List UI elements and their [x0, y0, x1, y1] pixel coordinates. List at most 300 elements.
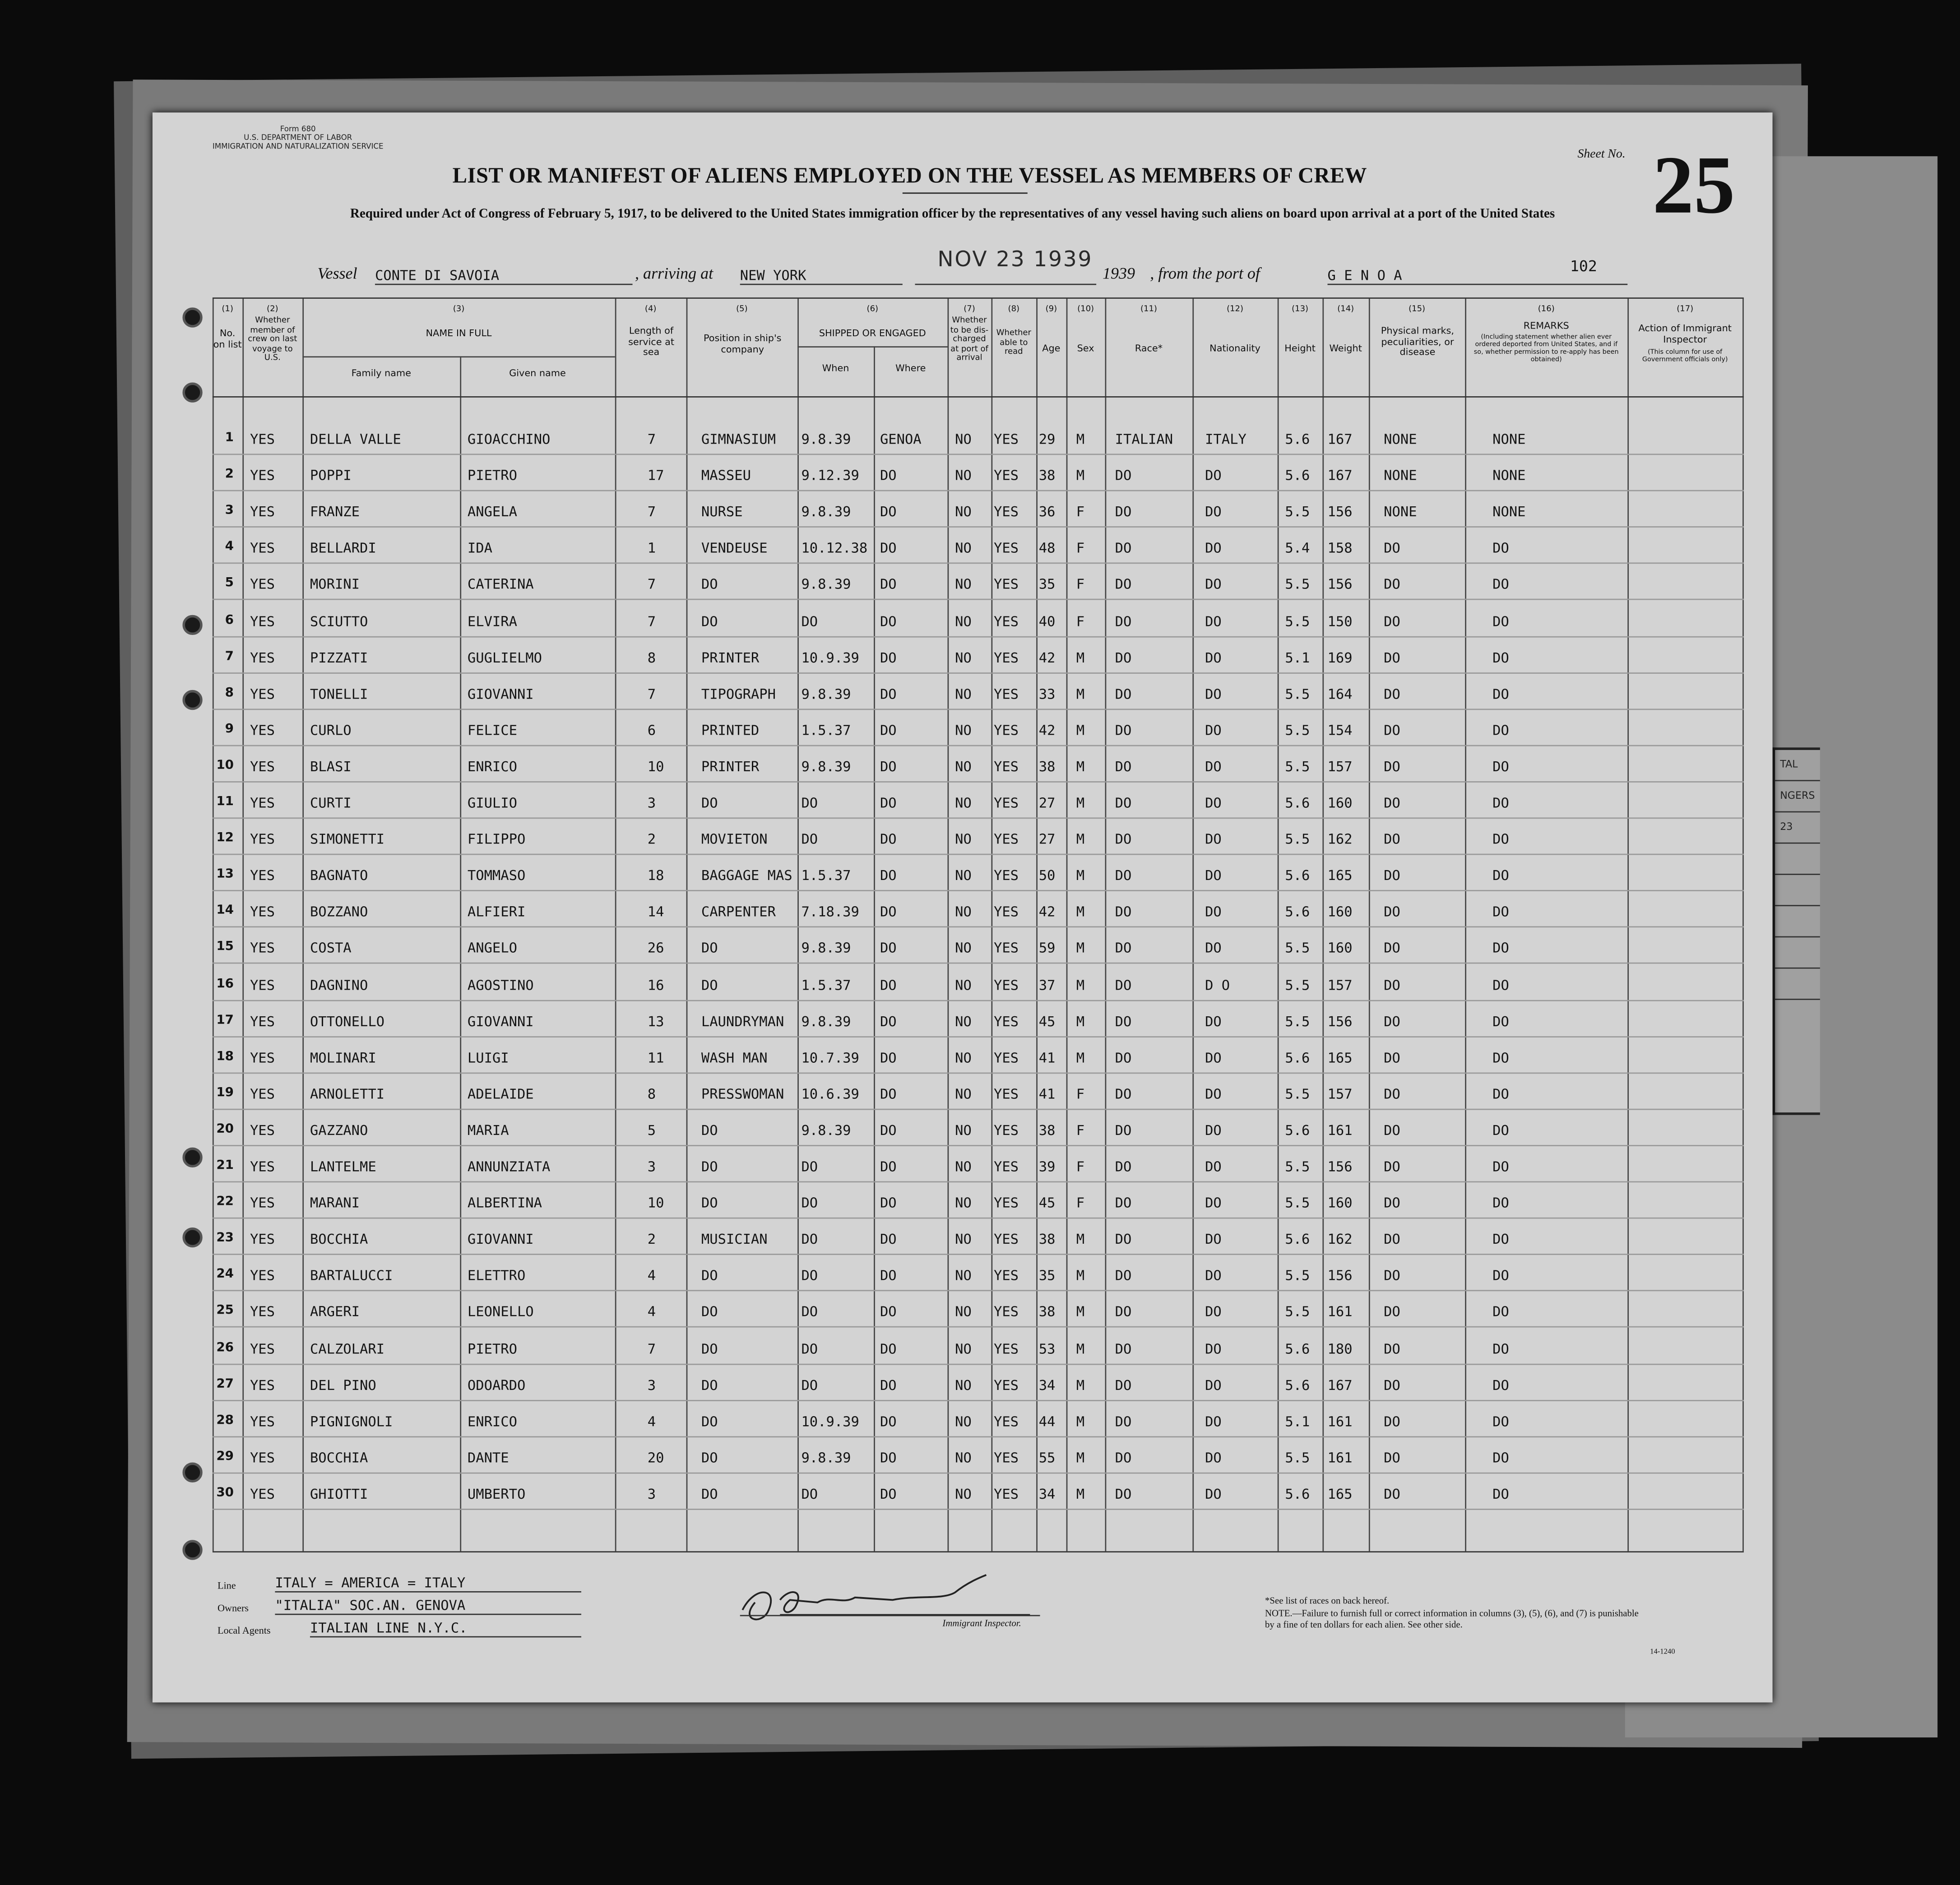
race: DO — [1115, 1377, 1132, 1394]
physical-marks: DO — [1384, 1049, 1400, 1066]
sex: M — [1076, 1304, 1085, 1320]
weight: 167 — [1327, 468, 1353, 484]
physical-marks: NONE — [1384, 468, 1417, 484]
service-length: 6 — [647, 722, 656, 739]
can-read: YES — [993, 1304, 1019, 1320]
form-code: 14-1240 — [1650, 1649, 1675, 1656]
discharged: NO — [955, 468, 972, 484]
shipped-when: 9.8.39 — [801, 1013, 851, 1030]
discharged: NO — [955, 1195, 972, 1212]
side-box — [1773, 747, 1820, 1115]
shipped-where: DO — [880, 904, 897, 921]
nationality: DO — [1205, 540, 1222, 557]
race: DO — [1115, 1195, 1132, 1212]
last-voyage: YES — [250, 431, 275, 448]
sex: M — [1076, 1268, 1085, 1284]
sex: F — [1076, 613, 1085, 630]
last-voyage: YES — [250, 831, 275, 848]
col-num: (3) — [453, 304, 465, 314]
race: DO — [1115, 940, 1132, 957]
sex: F — [1076, 504, 1085, 520]
age: 53 — [1038, 1340, 1056, 1357]
height: 5.6 — [1285, 1049, 1310, 1066]
manifest-sheet — [153, 112, 1773, 1702]
owners-label: Owners — [217, 1602, 249, 1614]
last-voyage: YES — [250, 867, 275, 884]
nationality: ITALY — [1205, 431, 1246, 448]
age: 38 — [1038, 758, 1056, 775]
col-header: No. on list — [213, 327, 242, 350]
given-name: GIOVANNI — [467, 1013, 534, 1030]
shipped-when: DO — [801, 613, 818, 630]
last-voyage: YES — [250, 758, 275, 775]
binder-hole — [182, 615, 202, 635]
height: 5.5 — [1285, 977, 1310, 993]
given-name: ANGELO — [467, 940, 518, 957]
nationality: DO — [1205, 504, 1222, 520]
remarks: DO — [1492, 1486, 1509, 1502]
race: DO — [1115, 1413, 1132, 1430]
family-name: POPPI — [310, 468, 352, 484]
can-read: YES — [993, 431, 1019, 448]
race: DO — [1115, 1268, 1132, 1284]
side-box-label: NGERS — [1775, 781, 1820, 812]
remarks: DO — [1492, 940, 1509, 957]
vessel-name: CONTE DI SAVOIA — [375, 268, 633, 285]
age: 59 — [1038, 940, 1056, 957]
remarks: DO — [1492, 867, 1509, 884]
remarks: DO — [1492, 540, 1509, 557]
service-length: 14 — [647, 904, 664, 921]
race: DO — [1115, 722, 1132, 739]
position: TIPOGRAPH — [701, 685, 776, 702]
can-read: YES — [993, 613, 1019, 630]
family-name: ARGERI — [310, 1304, 360, 1320]
given-name: GIULIO — [467, 795, 518, 811]
can-read: YES — [993, 1158, 1019, 1175]
shipped-when: DO — [801, 1377, 818, 1394]
row-rule — [213, 672, 1744, 673]
position: BAGGAGE MAS — [701, 867, 792, 884]
position: GIMNASIUM — [701, 431, 776, 448]
height: 5.5 — [1285, 685, 1310, 702]
shipped-when: 1.5.37 — [801, 977, 851, 993]
discharged: NO — [955, 613, 972, 630]
shipped-where: DO — [880, 1013, 897, 1030]
remarks: DO — [1492, 1304, 1509, 1320]
shipped-when: DO — [801, 1231, 818, 1248]
last-voyage: YES — [250, 1195, 275, 1212]
position: MOVIETON — [701, 831, 768, 848]
service-length: 8 — [647, 649, 656, 666]
physical-marks: DO — [1384, 1158, 1400, 1175]
can-read: YES — [993, 504, 1019, 520]
shipped-when: DO — [801, 1486, 818, 1502]
given-name: MARIA — [467, 1122, 509, 1139]
family-name: MOLINARI — [310, 1049, 376, 1066]
race: DO — [1115, 649, 1132, 666]
row-number: 27 — [216, 1377, 234, 1391]
weight: 161 — [1327, 1304, 1353, 1320]
discharged: NO — [955, 1122, 972, 1139]
physical-marks: DO — [1384, 613, 1400, 630]
last-voyage: YES — [250, 1268, 275, 1284]
vessel-label: Vessel — [317, 264, 357, 283]
weight: 160 — [1327, 904, 1353, 921]
height: 5.5 — [1285, 613, 1310, 630]
service-length: 4 — [647, 1268, 656, 1284]
weight: 162 — [1327, 831, 1353, 848]
row-rule — [213, 854, 1744, 855]
service: IMMIGRATION AND NATURALIZATION SERVICE — [212, 142, 384, 152]
weight: 162 — [1327, 1231, 1353, 1248]
can-read: YES — [993, 1377, 1019, 1394]
can-read: YES — [993, 758, 1019, 775]
row-rule — [213, 1327, 1744, 1328]
service-length: 8 — [647, 1086, 656, 1102]
position: DO — [701, 1304, 718, 1320]
race: DO — [1115, 504, 1132, 520]
remarks: DO — [1492, 1413, 1509, 1430]
shipped-where: DO — [880, 540, 897, 557]
last-voyage: YES — [250, 1340, 275, 1357]
shipped-when: DO — [801, 1340, 818, 1357]
row-rule — [213, 1363, 1744, 1364]
shipped-where: DO — [880, 613, 897, 630]
race: DO — [1115, 758, 1132, 775]
discharged: NO — [955, 1268, 972, 1284]
service-length: 7 — [647, 576, 656, 593]
shipped-where: DO — [880, 1450, 897, 1466]
service-length: 2 — [647, 1231, 656, 1248]
sex: M — [1076, 1049, 1085, 1066]
remarks: DO — [1492, 1195, 1509, 1212]
race: DO — [1115, 1231, 1132, 1248]
service-length: 26 — [647, 940, 664, 957]
col-num: (6) — [866, 304, 879, 314]
position: MASSEU — [701, 468, 751, 484]
family-name: ARNOLETTI — [310, 1086, 385, 1102]
discharged: NO — [955, 1049, 972, 1066]
discharged: NO — [955, 1340, 972, 1357]
shipped-where: DO — [880, 758, 897, 775]
remarks: DO — [1492, 649, 1509, 666]
given-name: ELVIRA — [467, 613, 518, 630]
shipped-when: DO — [801, 831, 818, 848]
sex: M — [1076, 1231, 1085, 1248]
given-name: ALBERTINA — [467, 1195, 542, 1212]
family-name: OTTONELLO — [310, 1013, 385, 1030]
row-number: 4 — [225, 540, 234, 554]
row-number: 1 — [225, 431, 234, 445]
row-rule — [213, 1218, 1744, 1219]
arriving-label: , arriving at — [635, 264, 714, 283]
col-header: Where — [895, 362, 926, 374]
race: DO — [1115, 613, 1132, 630]
height: 5.6 — [1285, 1231, 1310, 1248]
last-voyage: YES — [250, 685, 275, 702]
height: 5.6 — [1285, 1340, 1310, 1357]
physical-marks: DO — [1384, 1013, 1400, 1030]
height: 5.5 — [1285, 1013, 1310, 1030]
race: DO — [1115, 685, 1132, 702]
race: DO — [1115, 867, 1132, 884]
last-voyage: YES — [250, 1013, 275, 1030]
nationality: DO — [1205, 1486, 1222, 1502]
fine-note: NOTE.—Failure to furnish full or correct information in columns (3), (5), (6), and (7) is punishable by a fine of ten dollars for each alien. See other side. — [1265, 1607, 1639, 1630]
sex: M — [1076, 1013, 1085, 1030]
remarks: NONE — [1492, 468, 1526, 484]
weight: 161 — [1327, 1450, 1353, 1466]
row-rule — [213, 599, 1744, 601]
given-name: AGOSTINO — [467, 977, 534, 993]
shipped-where: DO — [880, 1304, 897, 1320]
remarks: NONE — [1492, 431, 1526, 448]
age: 45 — [1038, 1013, 1056, 1030]
can-read: YES — [993, 1450, 1019, 1466]
shipped-when: DO — [801, 1268, 818, 1284]
given-name: ANNUNZIATA — [467, 1158, 551, 1175]
position: NURSE — [701, 504, 743, 520]
last-voyage: YES — [250, 1413, 275, 1430]
given-name: DANTE — [467, 1450, 509, 1466]
row-rule — [213, 1254, 1744, 1255]
date-underline — [915, 284, 1096, 285]
last-voyage: YES — [250, 649, 275, 666]
row-number: 16 — [216, 977, 234, 991]
given-name: GIOVANNI — [467, 1231, 534, 1248]
binder-hole — [182, 690, 202, 710]
physical-marks: DO — [1384, 685, 1400, 702]
height: 5.5 — [1285, 576, 1310, 593]
position: DO — [701, 613, 718, 630]
weight: 165 — [1327, 867, 1353, 884]
last-voyage: YES — [250, 1158, 275, 1175]
weight: 164 — [1327, 685, 1353, 702]
can-read: YES — [993, 1195, 1019, 1212]
service-length: 3 — [647, 1158, 656, 1175]
sex: M — [1076, 722, 1085, 739]
position: PRINTED — [701, 722, 760, 739]
weight: 156 — [1327, 576, 1353, 593]
nationality: DO — [1205, 722, 1222, 739]
family-name: COSTA — [310, 940, 352, 957]
row-rule — [213, 745, 1744, 746]
last-voyage: YES — [250, 1450, 275, 1466]
sex: M — [1076, 1486, 1085, 1502]
age: 38 — [1038, 1304, 1056, 1320]
last-voyage: YES — [250, 468, 275, 484]
given-name: ELETTRO — [467, 1268, 526, 1284]
physical-marks: DO — [1384, 1231, 1400, 1248]
nationality: DO — [1205, 1195, 1222, 1212]
row-number: 6 — [225, 613, 234, 627]
shipped-where: GENOA — [880, 431, 922, 448]
last-voyage: YES — [250, 504, 275, 520]
weight: 156 — [1327, 1013, 1353, 1030]
owners-value: "ITALIA" SOC.AN. GENOVA — [275, 1598, 581, 1615]
binder-hole — [182, 1540, 202, 1560]
discharged: NO — [955, 540, 972, 557]
given-name: ALFIERI — [467, 904, 526, 921]
height: 5.5 — [1285, 504, 1310, 520]
remarks: DO — [1492, 904, 1509, 921]
col-num: (13) — [1292, 304, 1309, 314]
race: DO — [1115, 904, 1132, 921]
nationality: DO — [1205, 1340, 1222, 1357]
physical-marks: DO — [1384, 758, 1400, 775]
physical-marks: DO — [1384, 940, 1400, 957]
discharged: NO — [955, 867, 972, 884]
physical-marks: DO — [1384, 831, 1400, 848]
row-number: 22 — [216, 1195, 234, 1209]
discharged: NO — [955, 758, 972, 775]
discharged: NO — [955, 977, 972, 993]
shipped-where: DO — [880, 1268, 897, 1284]
row-number: 21 — [216, 1158, 234, 1173]
col-header: Action of Immigrant Inspector — [1638, 322, 1732, 345]
physical-marks: DO — [1384, 1268, 1400, 1284]
race-note: *See list of races on back hereof. — [1265, 1595, 1390, 1607]
position: DO — [701, 1268, 718, 1284]
can-read: YES — [993, 1013, 1019, 1030]
age: 37 — [1038, 977, 1056, 993]
weight: 165 — [1327, 1049, 1353, 1066]
race: DO — [1115, 540, 1132, 557]
height: 5.5 — [1285, 1450, 1310, 1466]
row-number: 15 — [216, 940, 234, 954]
crew-table — [213, 297, 1744, 1552]
last-voyage: YES — [250, 1231, 275, 1248]
race: DO — [1115, 468, 1132, 484]
can-read: YES — [993, 831, 1019, 848]
position: DO — [701, 1450, 718, 1466]
col-header: SHIPPED OR ENGAGED — [819, 327, 926, 339]
sex: M — [1076, 904, 1085, 921]
side-box-label: TAL — [1775, 750, 1820, 781]
physical-marks: DO — [1384, 1195, 1400, 1212]
family-name: PIZZATI — [310, 649, 368, 666]
col-header: Nationality — [1209, 342, 1260, 354]
given-name: ENRICO — [467, 1413, 518, 1430]
discharged: NO — [955, 1158, 972, 1175]
physical-marks: DO — [1384, 649, 1400, 666]
discharged: NO — [955, 649, 972, 666]
remarks: DO — [1492, 1340, 1509, 1357]
remarks: DO — [1492, 1049, 1509, 1066]
sex: M — [1076, 795, 1085, 811]
height: 5.5 — [1285, 831, 1310, 848]
given-name: CATERINA — [467, 576, 534, 593]
family-name: GAZZANO — [310, 1122, 368, 1139]
weight: 157 — [1327, 977, 1353, 993]
discharged: NO — [955, 1450, 972, 1466]
sheet-number-label: Sheet No. — [1577, 147, 1626, 162]
height: 5.6 — [1285, 904, 1310, 921]
discharged: NO — [955, 1086, 972, 1102]
race: DO — [1115, 1049, 1132, 1066]
weight: 161 — [1327, 1413, 1353, 1430]
race: DO — [1115, 1086, 1132, 1102]
physical-marks: DO — [1384, 977, 1400, 993]
col-header: Whether to be dis-charged at port of arrival — [950, 315, 989, 363]
sex: M — [1076, 1340, 1085, 1357]
position: PRINTER — [701, 758, 760, 775]
given-name: ENRICO — [467, 758, 518, 775]
can-read: YES — [993, 1231, 1019, 1248]
col-num: (14) — [1337, 304, 1354, 314]
can-read: YES — [993, 940, 1019, 957]
given-name: GUGLIELMO — [467, 649, 542, 666]
row-rule — [213, 999, 1744, 1000]
col-header: Whether member of crew on last voyage to U.S. — [248, 315, 297, 363]
physical-marks: NONE — [1384, 431, 1417, 448]
given-name: PIETRO — [467, 1340, 518, 1357]
shipped-where: DO — [880, 576, 897, 593]
row-number: 14 — [216, 904, 234, 918]
row-number: 2 — [225, 468, 234, 482]
discharged: NO — [955, 576, 972, 593]
last-voyage: YES — [250, 940, 275, 957]
remarks: DO — [1492, 576, 1509, 593]
service-length: 10 — [647, 1195, 664, 1212]
shipped-when: 9.8.39 — [801, 576, 851, 593]
race: DO — [1115, 1340, 1132, 1357]
position: DO — [701, 1158, 718, 1175]
remarks: DO — [1492, 722, 1509, 739]
page-title: LIST OR MANIFEST OF ALIENS EMPLOYED ON THE VESSEL AS MEMBERS OF CREW — [452, 162, 1367, 188]
weight: 160 — [1327, 1195, 1353, 1212]
sex: M — [1076, 1450, 1085, 1466]
shipped-when: 9.8.39 — [801, 685, 851, 702]
page-subtitle: Required under Act of Congress of February 5, 1917, to be delivered to the United States immigration officer by the representatives of any vessel having such aliens on board upon arrival at a port of the United States — [350, 207, 1555, 222]
col-header-note: (Including statement whether alien ever ordered deported from United States, and if so, whether permission to re-apply has been obtained) — [1473, 333, 1619, 364]
shipped-where: DO — [880, 1377, 897, 1394]
family-name: BARTALUCCI — [310, 1268, 393, 1284]
given-name: GIOVANNI — [467, 685, 534, 702]
service-length: 16 — [647, 977, 664, 993]
family-name: DAGNINO — [310, 977, 368, 993]
race: DO — [1115, 1158, 1132, 1175]
weight: 156 — [1327, 1158, 1353, 1175]
height: 5.6 — [1285, 468, 1310, 484]
physical-marks: DO — [1384, 576, 1400, 593]
discharged: NO — [955, 940, 972, 957]
given-name: IDA — [467, 540, 492, 557]
position: DO — [701, 1195, 718, 1212]
shipped-where: DO — [880, 722, 897, 739]
nationality: DO — [1205, 685, 1222, 702]
can-read: YES — [993, 977, 1019, 993]
race: DO — [1115, 1013, 1132, 1030]
sex: M — [1076, 758, 1085, 775]
can-read: YES — [993, 722, 1019, 739]
shipped-when: 10.7.39 — [801, 1049, 859, 1066]
family-name: BAGNATO — [310, 867, 368, 884]
can-read: YES — [993, 1049, 1019, 1066]
service-length: 7 — [647, 685, 656, 702]
can-read: YES — [993, 1268, 1019, 1284]
weight: 180 — [1327, 1340, 1353, 1357]
row-number: 25 — [216, 1304, 234, 1318]
shipped-when: 9.8.39 — [801, 1122, 851, 1139]
row-rule — [213, 817, 1744, 819]
can-read: YES — [993, 540, 1019, 557]
last-voyage: YES — [250, 576, 275, 593]
service-length: 7 — [647, 504, 656, 520]
sex: M — [1076, 685, 1085, 702]
col-header: Position in ship's company — [703, 332, 782, 355]
